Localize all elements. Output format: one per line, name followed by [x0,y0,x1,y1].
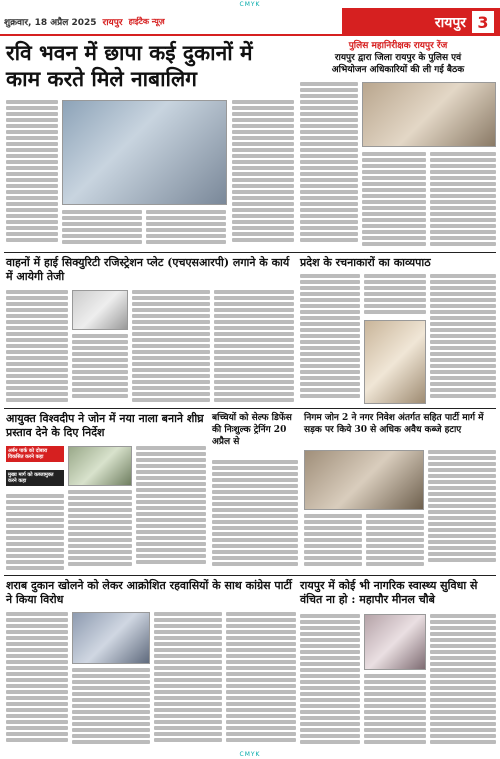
story5-bullet2: मुख्य मार्ग को कब्जामुक्त करने कहा [6,470,64,486]
story6-body [212,460,298,572]
story1-body-col4 [232,100,294,250]
header-left [0,8,342,36]
story2-photo [362,82,496,147]
story1-body-col1 [6,100,58,250]
story7-body-col2 [366,514,424,572]
story3-body-col4 [214,290,294,405]
story1-headline: रवि भवन में छापा कई दुकानों में काम करते मिले नाबालिग [6,40,253,91]
cmyk-label: CMYK [239,0,261,8]
story5-headline: आयुक्त विश्वदीप ने जोन में नया नाला बनाने शीघ्र प्रस्ताव देने के दिए निर्देश [6,412,204,439]
story1-photo [62,100,227,205]
story7-headline: निगम जोन 2 ने नगर निवेश अंतर्गत सहित पार्टी मार्ग में सड़क पर किये 30 से अधिक अवैध कब्जे हटाए [304,413,484,435]
story4-photo [364,320,426,404]
section-title: रायपुर [434,14,466,31]
story5-body-col1 [6,494,64,572]
story7-body-col3 [428,450,496,572]
story7-body-col1 [304,514,362,572]
story9-body-col1 [300,614,360,748]
story5-body-col2 [68,490,132,572]
story5-bullet: अर्बन पार्क को दोबारा विकसित करने कहा [6,446,64,462]
story4-body-col1 [300,274,360,404]
story2-headline [300,40,496,76]
story9-body-col2 [364,674,426,748]
story3-body-col2 [72,334,128,405]
story3-photo [72,290,128,330]
story8-body-col1 [6,612,68,748]
story8-body-col4 [226,612,296,748]
story5-photo [68,446,132,486]
story4-body-col2 [364,274,426,316]
story9-headline: रायपुर में कोई भी नागरिक स्वास्थ्य सुविधा से वंचित ना हो : महापौर मीनल चौबे [300,579,478,606]
story9-body-col3 [430,614,496,748]
page-number: 3 [472,11,494,33]
story6-headline: बच्चियों को सेल्फ डिफेंस की निःशुल्क ट्रेनिंग 20 अप्रैल से [212,413,292,447]
paper-name: हाईटैक न्यूज़ [128,16,165,26]
story7-photo [304,450,424,510]
divider-2 [4,408,496,409]
story2-headline-line1: पुलिस महानिरीक्षक रायपुर रेंज [348,41,448,51]
story2-body-col1 [300,82,358,250]
story5-body-col3 [136,446,206,572]
story2-body-col2 [362,152,426,250]
story3-headline: वाहनों में हाई सिक्युरिटी रजिस्ट्रेशन प्लेट (एचएसआरपी) लगाने के कार्य में आयेगी तेजी [6,256,290,283]
issue-date: शुक्रवार, 18 अप्रैल 2025 [4,17,97,28]
bottom-color-mark [0,750,500,759]
page-header [0,8,500,36]
footer-cmyk-label: CMYK [239,751,261,758]
story1-body-col2 [62,210,142,250]
story4-headline: प्रदेश के रचनाकारों का काव्यपाठ [300,256,431,269]
header-city: रायपुर [102,17,123,28]
story8-body-col3 [154,612,222,748]
story3-body-col1 [6,290,68,405]
story3-body-col3 [132,290,210,405]
story9-photo [364,614,426,670]
story2-headline-line3: अभियोजन अधिकारियों की ली गई बैठक [331,65,465,75]
story2-headline-line2: रायपुर द्वारा जिला रायपुर के पुलिस एवं [334,53,462,63]
story2-body-col3 [430,152,496,250]
story8-photo [72,612,150,664]
divider-1 [4,252,496,253]
story8-body-col2 [72,668,150,748]
divider-3 [4,575,496,576]
story1-body-col3 [146,210,226,250]
story4-body-col3 [430,274,496,404]
story8-headline: शराब दुकान खोलने को लेकर आक्रोशित रहवासियों के साथ कांग्रेस पार्टी ने किया विरोध [6,579,292,606]
header-section-band [342,8,500,36]
top-color-mark [0,0,500,8]
